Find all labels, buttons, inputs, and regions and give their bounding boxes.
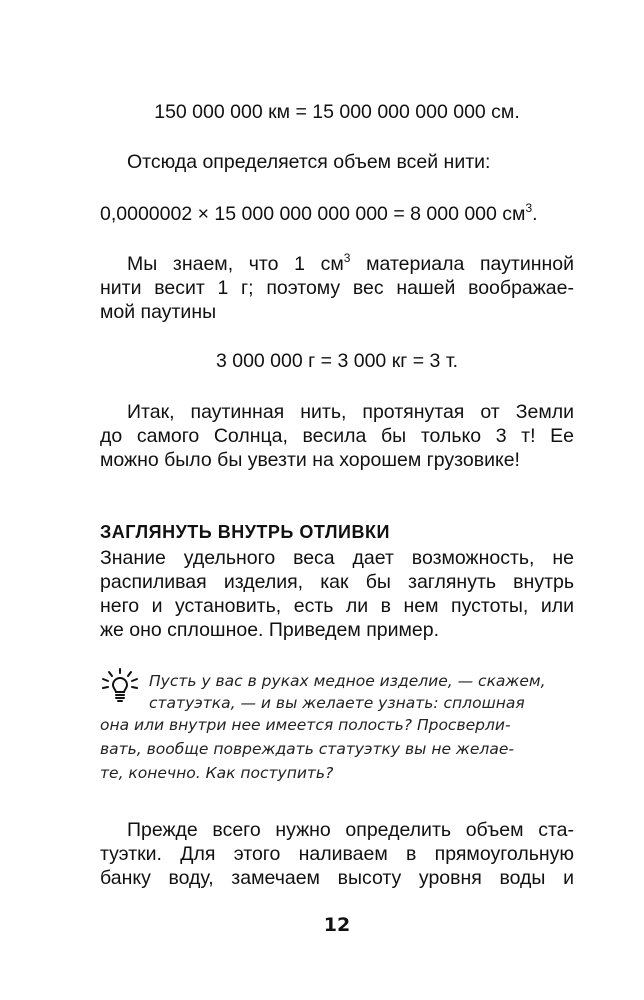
paragraph-weight-line-1 bbox=[100, 252, 574, 276]
continuation-line-2: туэтки. Для этого наливаем в прямоугольную bbox=[100, 843, 574, 865]
paragraph-volume-intro: Отсюда определяется объем всей нити: bbox=[127, 151, 491, 173]
section-heading: ЗАГЛЯНУТЬ ВНУТРЬ ОТЛИВКИ bbox=[100, 522, 390, 542]
note-line-3: она или внутри нее имеется полость? Просверли- bbox=[100, 716, 511, 734]
conclusion-line-3: можно было бы увезти на хорошем грузовике! bbox=[100, 449, 520, 471]
note-line-5: те, конечно. Как поступить? bbox=[100, 764, 334, 782]
page-number: 12 bbox=[323, 914, 351, 936]
note-line-1: Пусть у вас в руках медное изделие, — скажем, bbox=[149, 672, 546, 690]
weight-line-1-rest: материала паутинной bbox=[350, 253, 574, 275]
conclusion-line-2: до самого Солнца, весила бы только 3 т! Ее bbox=[100, 425, 574, 447]
continuation-line-3: банку воду, замечаем высоту уровня воды и bbox=[100, 867, 574, 889]
lightbulb-icon bbox=[100, 668, 140, 702]
note-line-2: статуэтка, — и вы желаете узнать: сплошная bbox=[149, 694, 525, 712]
section-intro-line-3: него и установить, есть ли в нем пустоты, или bbox=[100, 595, 574, 617]
paragraph-weight-line-3: мой паутины bbox=[100, 301, 217, 323]
formula-volume-text: 0,0000002 × 15 000 000 000 000 = 8 000 000 см bbox=[100, 203, 526, 225]
formula-distance: 150 000 000 км = 15 000 000 000 000 см. bbox=[154, 101, 520, 123]
formula-volume-exponent: 3 bbox=[525, 200, 533, 215]
weight-line-1-text: Мы знаем, что 1 см bbox=[127, 253, 344, 275]
paragraph-weight-line-2: нити весит 1 г; поэтому вес нашей воображае- bbox=[100, 277, 574, 299]
formula-volume-period: . bbox=[532, 203, 538, 225]
section-intro-line-2: распиливая изделия, как бы заглянуть внутрь bbox=[100, 571, 574, 593]
weight-line-1-exponent: 3 bbox=[343, 250, 351, 265]
formula-volume bbox=[100, 202, 574, 226]
continuation-line-1: Прежде всего нужно определить объем ста- bbox=[127, 819, 574, 841]
section-intro-line-1: Знание удельного веса дает возможность, не bbox=[100, 547, 574, 569]
conclusion-line-1: Итак, паутинная нить, протянутая от Земли bbox=[127, 401, 574, 423]
book-page bbox=[100, 0, 574, 1000]
formula-weight: 3 000 000 г = 3 000 кг = 3 т. bbox=[215, 350, 459, 372]
note-line-4: вать, вообще повреждать статуэтку вы не желае- bbox=[100, 740, 514, 758]
section-intro-line-4: же оно сплошное. Приведем пример. bbox=[100, 619, 440, 641]
